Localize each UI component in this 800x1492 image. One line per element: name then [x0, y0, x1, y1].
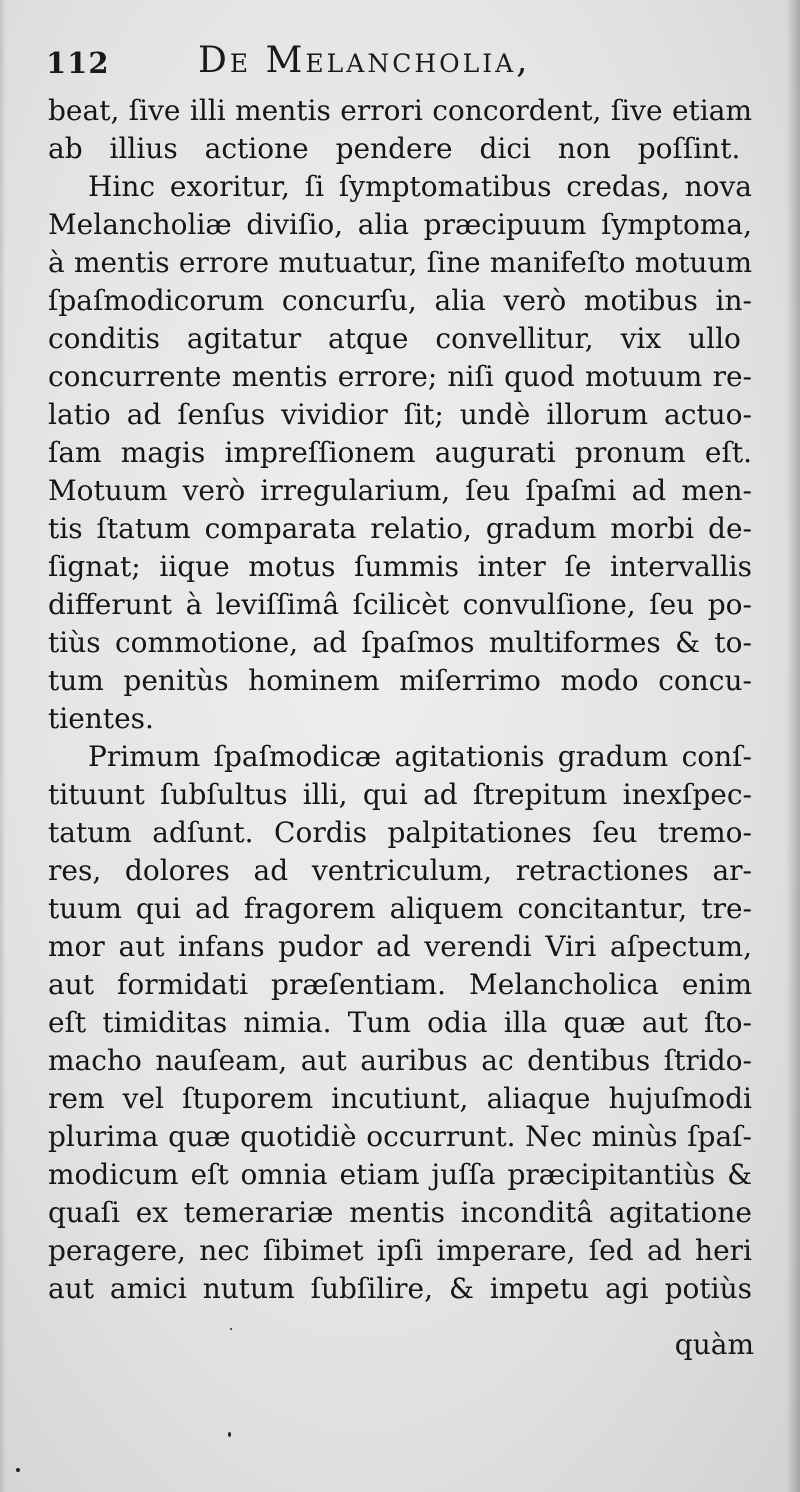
text-line: macho nauſeam, aut auribus ac dentibus ſtrido- [48, 1044, 752, 1077]
text-line: ſpaſmodicorum concurſu, alia verò motibus in- [48, 284, 752, 317]
text-line: ſignat; iique motus ſummis inter ſe intervallis [48, 550, 752, 583]
text-line: tientes. [48, 702, 154, 735]
text-line: quaſi ex temerariæ mentis inconditâ agitatione [48, 1196, 752, 1229]
text-line: concurrente mentis errore; niſi quod motuum re- [48, 360, 752, 393]
text-line: Primum ſpaſmodicæ agitationis gradum conſ- [88, 740, 752, 773]
text-line: res, dolores ad ventriculum, retractiones ar- [48, 854, 752, 887]
paper-speck [230, 1328, 232, 1330]
body-text [48, 92, 752, 1308]
page-right-shadow [786, 0, 800, 1492]
text-line: conditis agitatur atque convellitur, vix ullo [48, 322, 741, 355]
page-header [46, 38, 752, 88]
text-line: peragere, nec ſibimet ipſi imperare, ſed ad heri [48, 1234, 752, 1267]
page-left-edge [0, 0, 6, 1492]
text-line: tiùs commotione, ad ſpaſmos multiformes & to- [48, 626, 752, 659]
text-line: Melancholiæ diviſio, alia præcipuum ſymptoma, [48, 208, 752, 241]
catchword: quàm [674, 1328, 754, 1361]
text-line: beat, ſive illi mentis errori concordent, ſive etiam [48, 94, 752, 127]
paper-speck [228, 1432, 231, 1437]
text-line: aut formidati præſentiam. Melancholica enim [48, 968, 752, 1001]
text-line: tum penitùs hominem miſerrimo modo concu- [48, 664, 752, 697]
text-line: modicum eſt omnia etiam juſſa præcipitantiùs & [48, 1158, 752, 1191]
text-line: tuum qui ad fragorem aliquem concitantur, tre- [48, 892, 752, 925]
text-line: aut amici nutum ſubſilire, & impetu agi potiùs [48, 1272, 752, 1305]
text-line: ſam magis impreſſionem augurati pronum eſt. [48, 436, 752, 469]
text-line: plurima quæ quotidiè occurrunt. Nec minùs ſpaſ- [48, 1120, 752, 1153]
text-line: differunt à leviſſimâ ſcilicèt convulſione, ſeu po- [48, 588, 752, 621]
text-line: tituunt ſubſultus illi, qui ad ſtrepitum inexſpec- [48, 778, 752, 811]
text-line: mor aut infans pudor ad verendi Viri aſpectum, [48, 930, 752, 963]
text-line: eſt timiditas nimia. Tum odia illa quæ aut ſto- [48, 1006, 752, 1039]
running-head: De Melancholia, [198, 40, 531, 81]
text-line: Motuum verò irregularium, ſeu ſpaſmi ad men- [48, 474, 752, 507]
text-line: à mentis errore mutuatur, ſine manifeſto motuum [48, 246, 752, 279]
text-line: tatum adſunt. Cordis palpitationes ſeu tremo- [48, 816, 752, 849]
text-line: Hinc exoritur, ſi ſymptomatibus credas, nova [88, 170, 752, 203]
text-line: tis ſtatum comparata relatio, gradum morbi de- [48, 512, 752, 545]
text-line: rem vel ſtuporem incutiunt, aliaque hujuſmodi [48, 1082, 752, 1115]
text-line: ab illius actione pendere dici non poſſint. [48, 132, 741, 165]
paper-speck [16, 1468, 20, 1472]
page-number: 112 [46, 46, 110, 80]
text-line: latio ad ſenſus vividior ſit; undè illorum actuo- [48, 398, 752, 431]
